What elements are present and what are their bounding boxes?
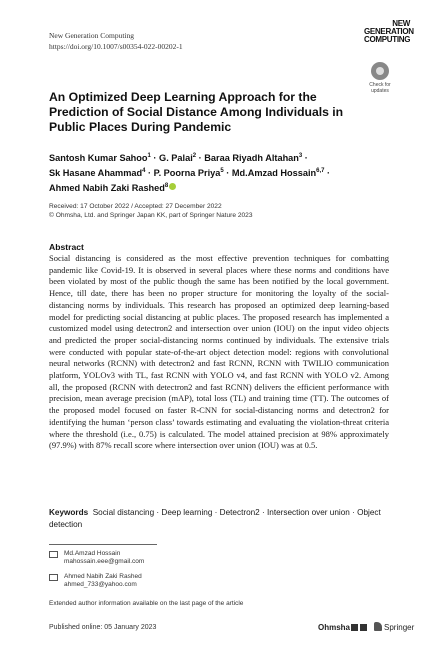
publisher-logos: [318, 622, 414, 632]
doi-link[interactable]: https://doi.org/10.1007/s00354-022-00202-1: [49, 42, 183, 51]
envelope-icon: [49, 574, 58, 581]
abstract-text: Social distancing is considered as the most effective prevention techniques for combatting pandemic like Covid-19. It is observed in several places where these norms and conditions have been violated by most of the public though the same has been notified by the local government. Hence, till date, there has been no proper structure for monitoring the loyalty of the social-distancing norms by individuals. This research has proposed an optimized deep learning-based model for predicting social distancing at public places. The proposed research has implemented a customized model using detectron2 and intersection over union (IOU) on the input video objects and predicted the proper social-distancing norms continued by individuals. The extensive trials were conducted with popular state-of-the-art object detection model: regions with convolutional neural networks (RCNN) with detectron2 and fast RCNN, RCNN with TWILIO communication platform, YOLOv3 with TL, fast RCNN with YOLO v4, and fast RCNN with YOLO v2. Among all, the proposed (RCNN with detectron2 and fast RCNN) delivers the efficient performance with precision, mean average precision (mAP), total loss (TL) and training time (TT). The outcomes of the proposed model focused on faster R-CNN for social-distancing norms and detectron2 for identifying the human ‘person class’ towards estimating and evaluating the violation-threat criteria where the threshold (i.e., 0.75) is calculated. The model attained precision at 98% approximately (97.9%) with 87% recall score where intersection over union (IOU) was at 0.5.: [49, 253, 389, 451]
journal-name: New Generation Computing: [49, 31, 134, 40]
author-list: Santosh Kumar Sahoo$^1$ · G. Palai$^2$ · Baraa Riyadh Altahan$^3$ · Sk Hasane Ahammad$^4$ · P. Poorna Priya$^5$ · Md.Amzad Hossain$^{6,7}$ · Ahmed Nabih Zaki Rashed$^8$: [49, 153, 331, 194]
logo-line: GENERATION: [364, 27, 414, 36]
footnote-divider: [49, 544, 157, 545]
check-for-updates-button[interactable]: [364, 62, 396, 96]
extended-author-info: Extended author information available on the last page of the article: [49, 600, 244, 607]
author-name[interactable]: Ahmed Nabih Zaki Rashed: [49, 183, 165, 194]
check-updates-label: updates: [371, 88, 389, 94]
affiliation-mark: 3: [298, 153, 303, 159]
keywords-label: Keywords: [49, 508, 89, 517]
contact-name: Md.Amzad Hossain: [64, 550, 121, 557]
author-name[interactable]: G. Palai: [159, 153, 193, 164]
affiliation-mark: 6,7: [316, 168, 325, 175]
author-name[interactable]: Baraa Riyadh Altahan: [204, 153, 299, 164]
affiliation-mark: 1: [147, 153, 151, 159]
logo-line: COMPUTING: [364, 35, 411, 44]
contact-email[interactable]: ahmed_733@yahoo.com: [64, 581, 137, 588]
received-accepted-dates: Received: 17 October 2022 / Accepted: 27 December 2022: [49, 203, 222, 210]
author-name[interactable]: P. Poorna Priya: [153, 168, 221, 179]
check-updates-label: Check for: [369, 82, 391, 88]
article-title: An Optimized Deep Learning Approach for the Prediction of Social Distance Among Individuals in Public Places During Pandemic: [49, 90, 344, 134]
affiliation-mark: 4: [142, 168, 146, 175]
orcid-icon[interactable]: [169, 183, 176, 190]
contact-name: Ahmed Nabih Zaki Rashed: [64, 573, 142, 580]
ohmsha-mark-icon: [351, 624, 358, 631]
author-name[interactable]: Sk Hasane Ahammad: [49, 168, 143, 179]
copyright-notice: © Ohmsha, Ltd. and Springer Japan KK, part of Springer Nature 2023: [49, 212, 253, 219]
check-updates-icon: [371, 62, 389, 80]
affiliation-mark: 8: [164, 183, 169, 190]
journal-logo: [364, 19, 414, 44]
published-date: Published online: 05 January 2023: [49, 624, 157, 631]
contact-email[interactable]: mahossain.eee@gmail.com: [64, 558, 145, 565]
envelope-icon: [49, 551, 58, 558]
ohmsha-logo: Ohmsha: [318, 623, 351, 632]
springer-horse-icon: [374, 622, 382, 631]
affiliation-mark: 5: [220, 168, 224, 175]
author-name[interactable]: Santosh Kumar Sahoo: [49, 153, 148, 164]
springer-logo: Springer: [384, 623, 415, 632]
logo-line: NEW: [392, 19, 410, 28]
keywords-text: Social distancing · Deep learning · Detectron2 · Intersection over union · Object detection: [49, 508, 381, 529]
keywords: [49, 507, 389, 530]
affiliation-mark: 2: [192, 153, 197, 159]
author-name[interactable]: Md.Amzad Hossain: [231, 168, 317, 179]
abstract-heading: Abstract: [49, 242, 84, 252]
ohmsha-mark-icon: [360, 624, 367, 631]
